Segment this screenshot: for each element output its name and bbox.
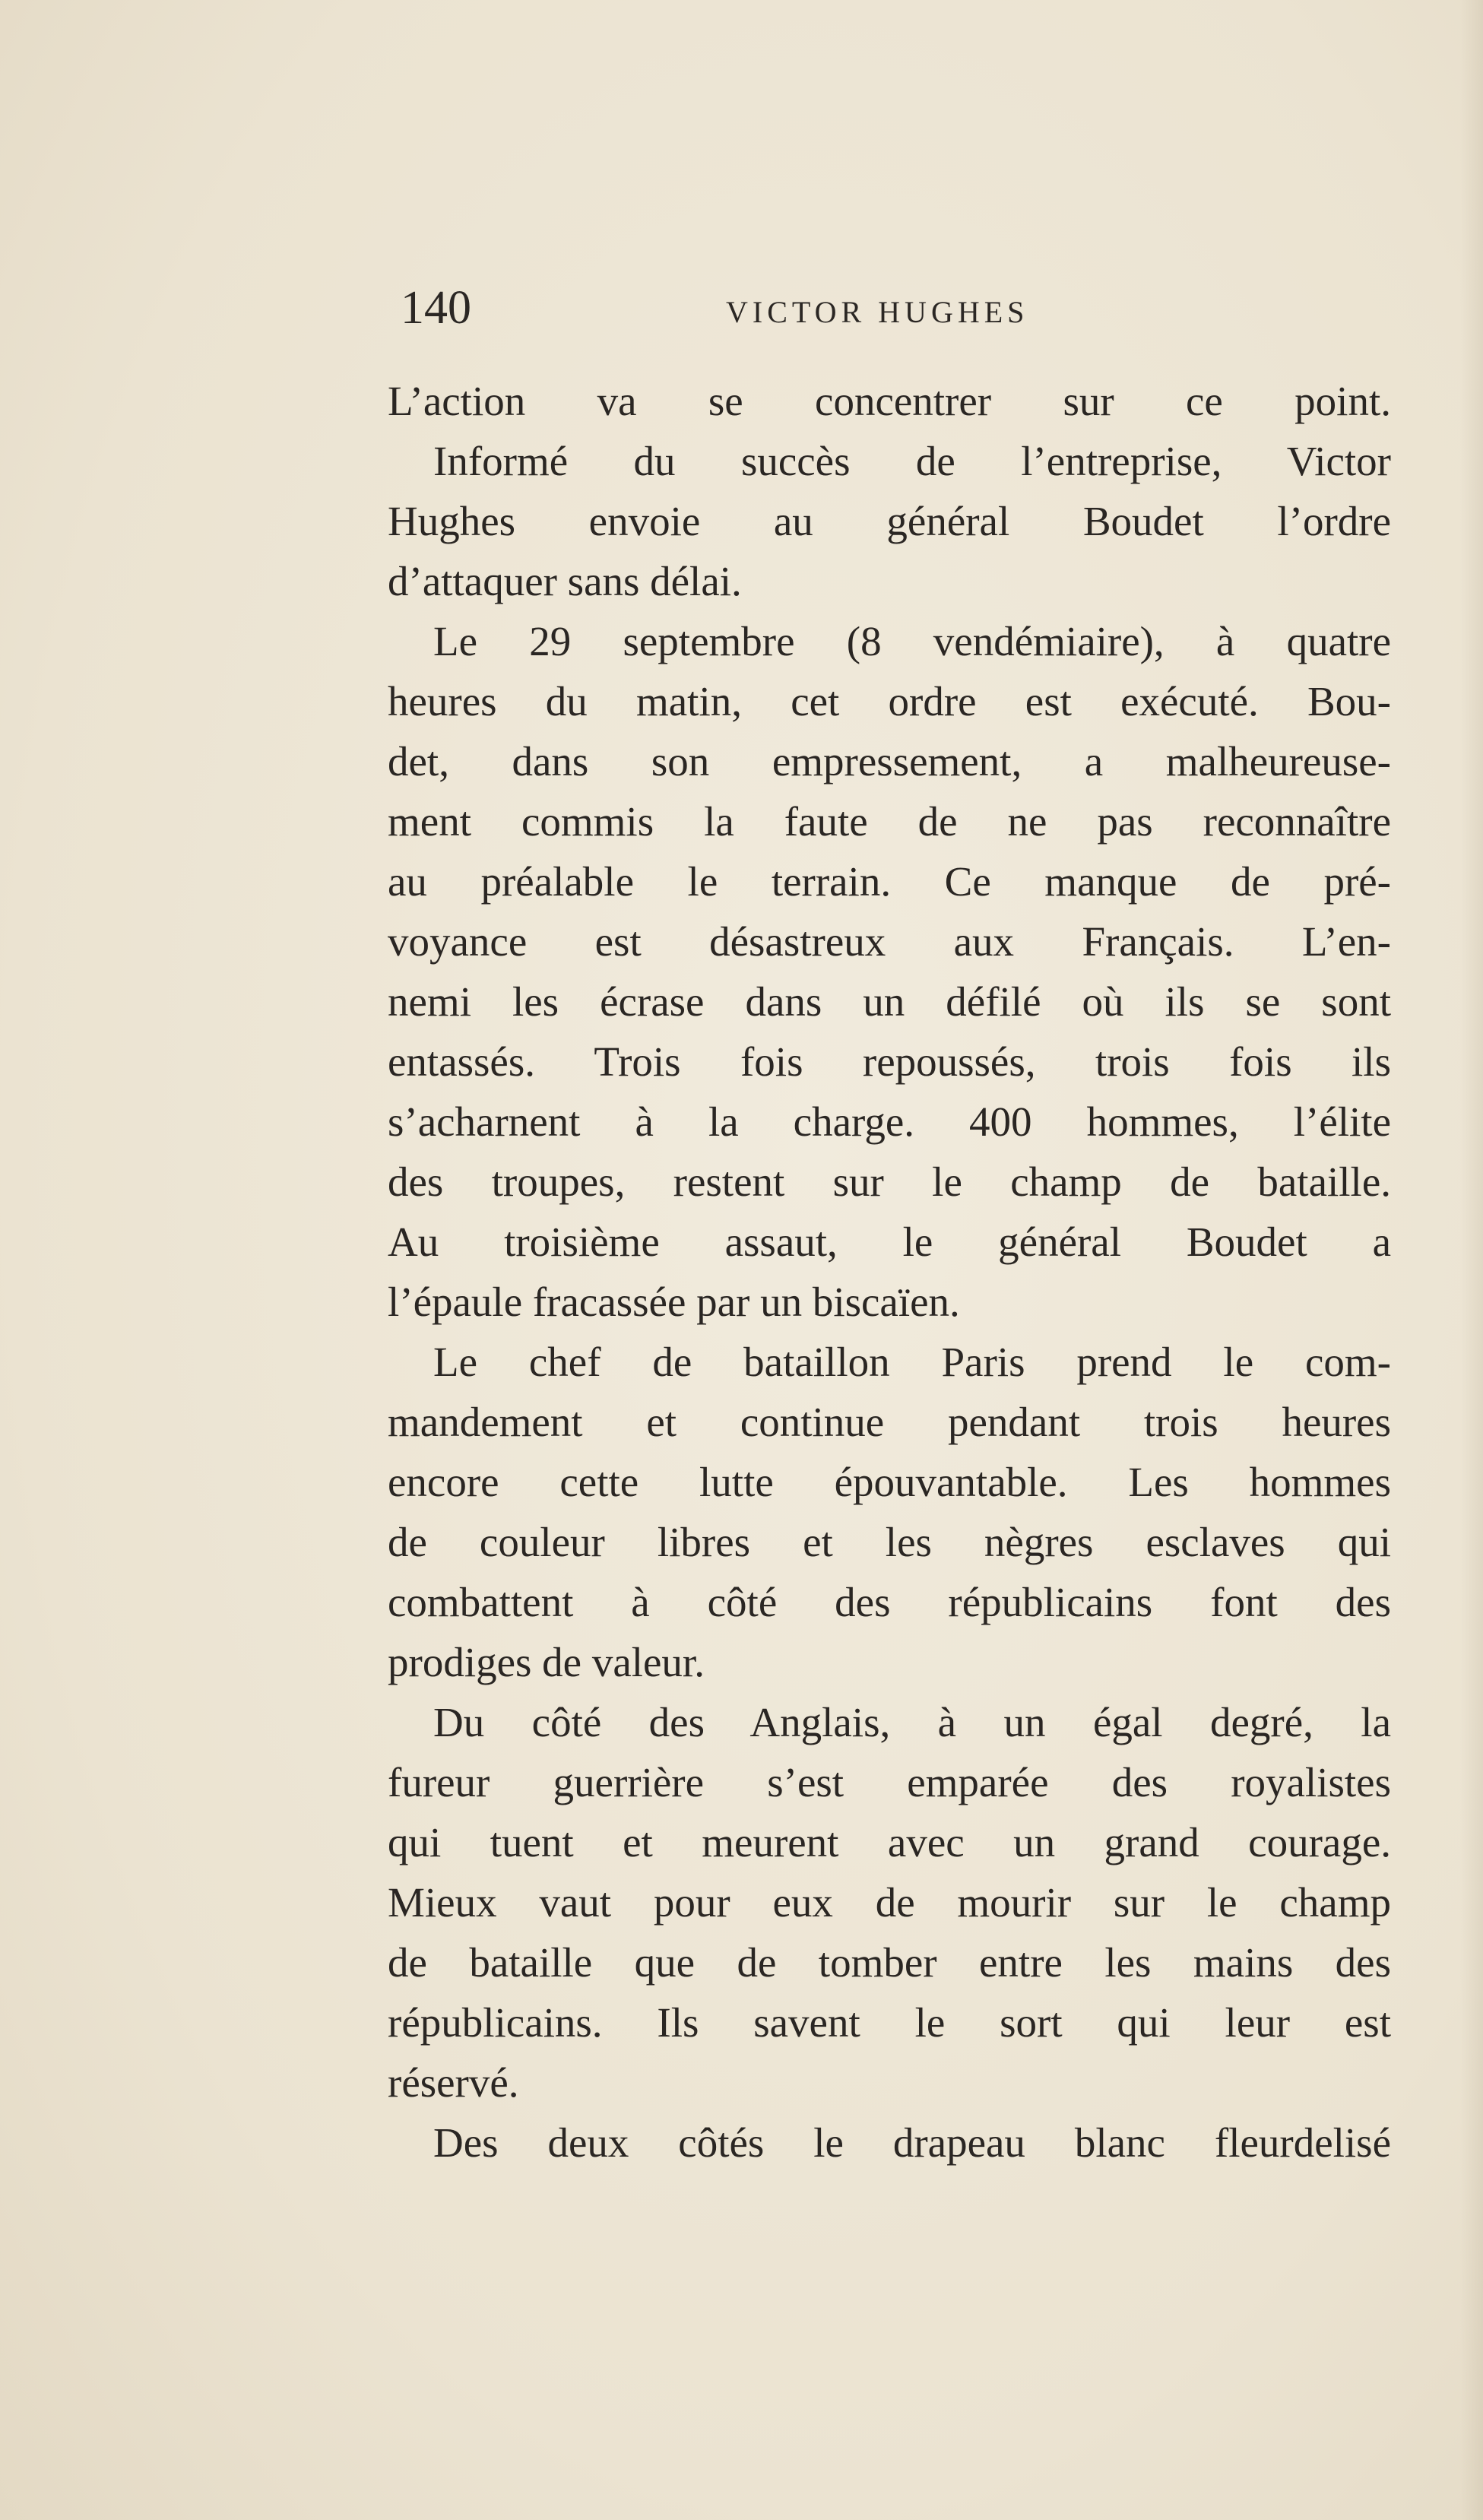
text-line: Le chef de bataillon Paris prend le com- <box>433 1339 1391 1385</box>
running-head <box>401 274 1389 342</box>
page-edge-shadow <box>1460 0 1483 2520</box>
text-line: qui tuent et meurent avec un grand courage. <box>388 1819 1391 1865</box>
text-line: Hughes envoie au général Boudet l’ordre <box>388 498 1391 544</box>
text-line: des troupes, restent sur le champ de bataille. <box>388 1159 1391 1205</box>
text-line: entassés. Trois fois repoussés, trois fois ils <box>388 1038 1391 1085</box>
page-number: 140 <box>401 282 471 334</box>
text-line: ment commis la faute de ne pas reconnaître <box>388 798 1391 845</box>
body-text <box>388 371 1391 2173</box>
text-line: Du côté des Anglais, à un égal degré, la <box>433 1699 1391 1745</box>
text-line: républicains. Ils savent le sort qui leur est <box>388 1999 1391 2046</box>
text-line: de bataille que de tomber entre les mains des <box>388 1939 1391 1986</box>
text-line: réservé. <box>388 2059 519 2106</box>
text-line: fureur guerrière s’est emparée des royalistes <box>388 1759 1391 1805</box>
text-line: voyance est désastreux aux Français. L’en- <box>388 918 1391 965</box>
text-line: de couleur libres et les nègres esclaves qui <box>388 1519 1391 1565</box>
text-line: Le 29 septembre (8 vendémiaire), à quatre <box>433 618 1391 664</box>
text-line: Au troisième assaut, le général Boudet a <box>388 1219 1391 1265</box>
text-line: Mieux vaut pour eux de mourir sur le champ <box>388 1879 1391 1926</box>
text-line: Des deux côtés le drapeau blanc fleurdelisé <box>433 2119 1391 2166</box>
text-line: l’épaule fracassée par un biscaïen. <box>388 1279 960 1325</box>
text-line: s’acharnent à la charge. 400 hommes, l’élite <box>388 1098 1391 1145</box>
text-line: encore cette lutte épouvantable. Les hommes <box>388 1459 1391 1505</box>
text-line: mandement et continue pendant trois heures <box>388 1399 1391 1445</box>
text-line: heures du matin, cet ordre est exécuté. Bou- <box>388 678 1391 724</box>
running-title: VICTOR HUGHES <box>726 295 1029 329</box>
text-line: nemi les écrase dans un défilé où ils se sont <box>388 978 1391 1025</box>
text-line: au préalable le terrain. Ce manque de pré- <box>388 858 1391 905</box>
text-line: combattent à côté des républicains font des <box>388 1579 1391 1625</box>
text-line: Informé du succès de l’entreprise, Victor <box>433 438 1391 484</box>
text-line: det, dans son empressement, a malheureuse- <box>388 738 1391 785</box>
text-line: d’attaquer sans délai. <box>388 558 742 604</box>
text-line: L’action va se concentrer sur ce point. <box>388 378 1391 424</box>
text-line: prodiges de valeur. <box>388 1639 705 1685</box>
